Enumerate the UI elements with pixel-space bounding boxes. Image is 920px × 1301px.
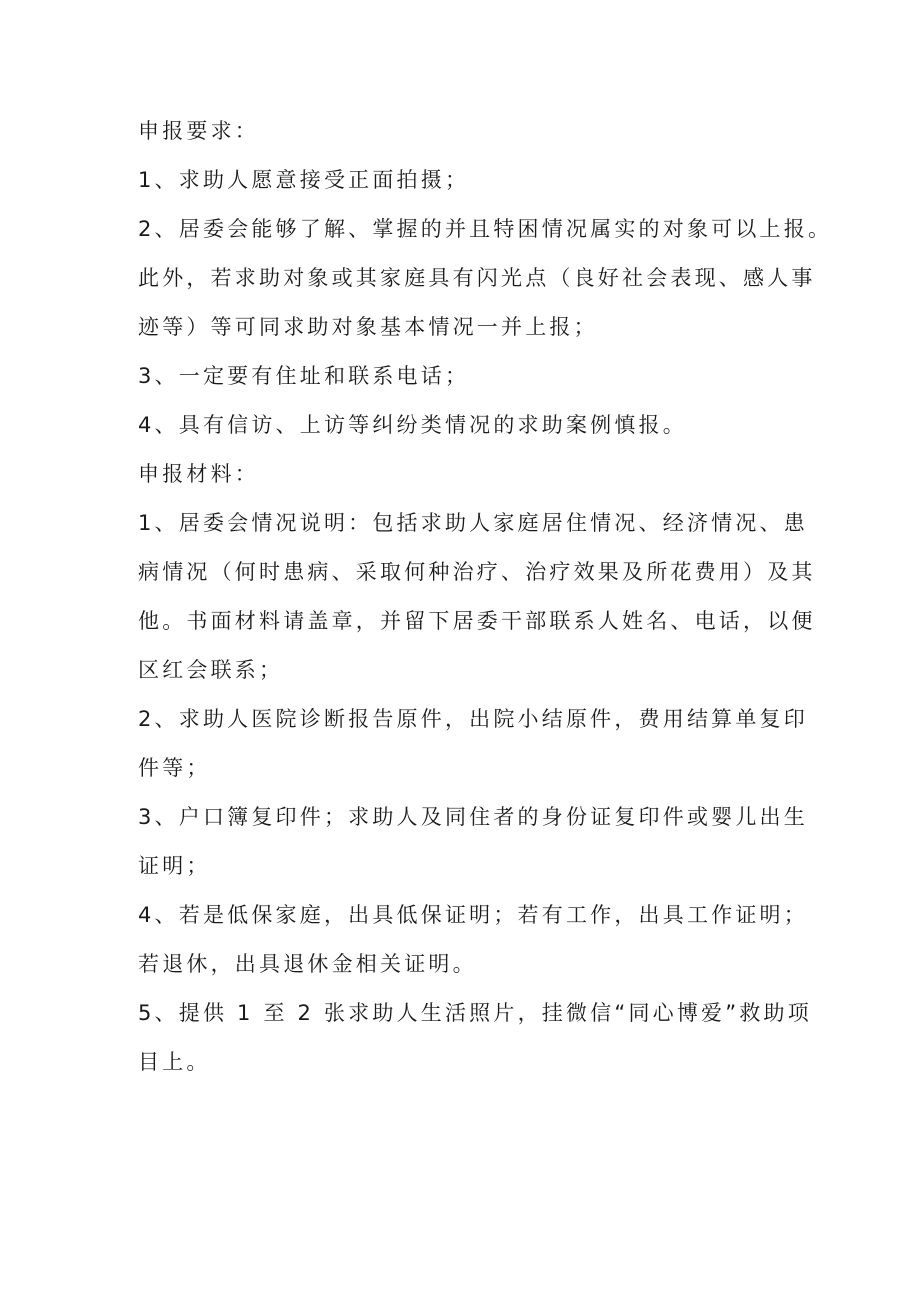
material-line-1-cont-b: 他。书面材料请盖章，并留下居委干部联系人姓名、电话，以便 — [138, 609, 816, 633]
requirement-line-3: 3、一定要有住址和联系电话； — [138, 364, 470, 388]
material-line-3-cont: 证明； — [138, 854, 211, 878]
requirement-line-2: 2、居委会能够了解、掌握的并且特困情况属实的对象可以上报。 — [138, 217, 833, 241]
material-line-2-cont: 件等； — [138, 756, 211, 780]
requirement-line-2-cont-b: 迹等）等可同求助对象基本情况一并上报； — [138, 315, 598, 339]
material-line-1-cont-a: 病情况（何时患病、采取何种治疗、治疗效果及所花费用）及其 — [138, 560, 816, 584]
material-line-3: 3、户口簿复印件；求助人及同住者的身份证复印件或婴儿出生 — [138, 805, 808, 829]
material-line-1-cont-c: 区红会联系； — [138, 658, 284, 682]
material-line-4: 4、若是低保家庭，出具低保证明；若有工作，出具工作证明； — [138, 903, 808, 927]
material-line-4-cont: 若退休，出具退休金相关证明。 — [138, 952, 477, 976]
material-line-2: 2、求助人医院诊断报告原件，出院小结原件，费用结算单复印 — [138, 707, 808, 731]
material-line-5-cont: 目上。 — [138, 1050, 211, 1074]
requirement-line-1: 1、求助人愿意接受正面拍摄； — [138, 168, 470, 192]
material-line-5: 5、提供 1 至 2 张求助人生活照片，挂微信“同心博爱”救助项 — [138, 1001, 812, 1025]
requirement-line-2-cont-a: 此外，若求助对象或其家庭具有闪光点（良好社会表现、感人事 — [138, 266, 816, 290]
material-line-1: 1、居委会情况说明：包括求助人家庭居住情况、经济情况、患 — [138, 511, 808, 535]
requirements-heading: 申报要求： — [138, 119, 259, 143]
requirement-line-4: 4、具有信访、上访等纠纷类情况的求助案例慎报。 — [138, 413, 687, 437]
document-body — [138, 107, 833, 1087]
materials-heading: 申报材料： — [138, 462, 259, 486]
